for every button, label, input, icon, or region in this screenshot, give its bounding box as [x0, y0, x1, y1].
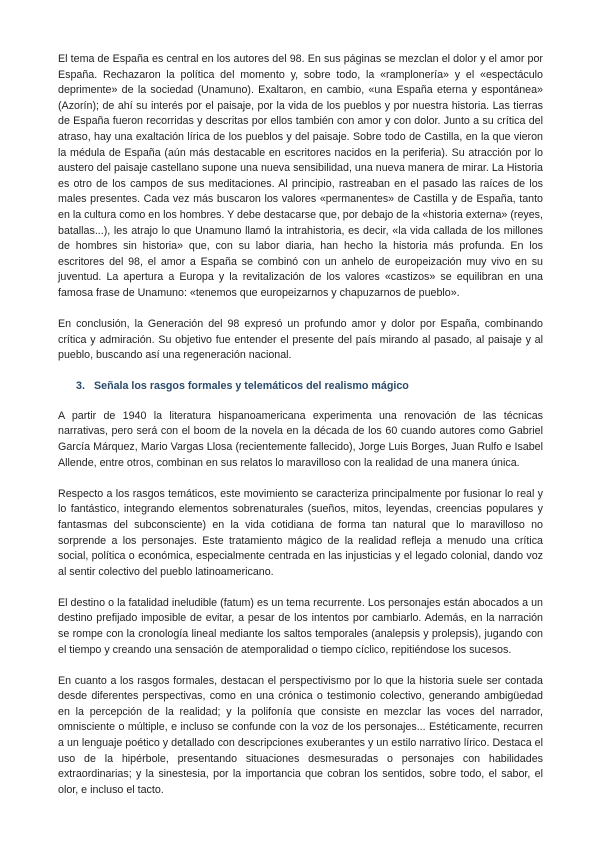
paragraph-thematic-traits: Respecto a los rasgos temáticos, este movimiento se caracteriza principalmente por fusionar lo real y lo fantástico, integrando elementos sobrenaturales (sueños, mitos, leyendas, creencias populares y fantasmas del subconsciente) en la vida cotidiana de forma tan natural que lo maravilloso no sorprende a los personajes. Este tratamiento mágico de la realidad refleja a menudo una crítica social, política o económica, especialmente centrada en las injusticias y el legado colonial, dando voz al sentir colectivo del pueblo latinoamericano.	[58, 487, 543, 578]
document-page	[58, 52, 543, 814]
section-title: Señala los rasgos formales y telemáticos del realismo mágico	[94, 380, 409, 393]
paragraph-fatum: El destino o la fatalidad ineludible (fatum) es un tema recurrente. Los personajes están abocados a un destino prefijado imposible de evitar, a pesar de los intentos por cambiarlo. Además, en la narración se rompe con la cronología lineal mediante los saltos temporales (analepsis y prolepsis), jugando con el tiempo y creando una sensación de atemporalidad o tiempo cíclico, repitiéndose los sucesos.	[58, 596, 543, 656]
section-heading	[76, 379, 543, 395]
paragraph-intro-boom: A partir de 1940 la literatura hispanoamericana experimenta una renovación de las técnicas narrativas, pero será con el boom de la novela en la década de los 60 cuando autores como Gabriel García Márquez, Mario Vargas Llosa (recientemente fallecido), Jorge Luis Borges, Juan Rulfo e Isabel Allende, entre otros, combinan en sus relatos lo maravilloso con la realidad de una manera única.	[58, 409, 543, 469]
paragraph-spain-theme: El tema de España es central en los autores del 98. En sus páginas se mezclan el dolor y el amor por España. Rechazaron la política del momento y, sobre todo, la «ramplonería» y el «espectáculo deprimente» de la sociedad (Unamuno). Exaltaron, en cambio, «una España eterna y espontánea» (Azorín); de ahí su interés por el paisaje, por la vida de los pueblos y por nuestra historia. Las tierras de España fueron recorridas y descritas por ellos también con amor y con dolor. Junto a su crítica del atraso, hay una exaltación lírica de los pueblos y del paisaje. Sobre todo de Castilla, en la que vieron la médula de España (aún más destacable en escritores nacidos en la periferia). Su atracción por lo austero del paisaje castellano supone una nueva sensibilidad, una nueva manera de mirar. La Historia es otro de los campos de sus meditaciones. Al principio, rastreaban en el pasado las raíces de los males presentes. Cada vez más buscaron los valores «permanentes» de Castilla y de España, tanto en la cultura como en los hombres. Y debe destacarse que, por debajo de la «historia externa» (reyes, batallas...), les atrajo lo que Unamuno llamó la intrahistoria, es decir, «la vida callada de los millones de hombres sin historia» que, con su labor diaria, han hecho la historia más profunda. En los escritores del 98, el amor a España se combinó con un anhelo de europeización muy vivo en su juventud. La apertura a Europa y la revitalización de los valores «castizos» se equilibran en una famosa frase de Unamuno: «tenemos que europeizarnos y chapuzarnos de pueblo».	[58, 53, 543, 299]
paragraph-formal-traits: En cuanto a los rasgos formales, destacan el perspectivismo por lo que la historia suele ser contada desde diferentes perspectivas, como en una crónica o testimonio colectivo, generando ambigüedad en la percepción de la realidad; y la polifonía que consiste en mezclar las voces del narrador, omnisciente o múltiple, e incluso se confunde con la voz de los personajes... Estéticamente, recurren a un lenguaje poético y detallado con descripciones exuberantes y un estilo narrativo lírico. Destaca el uso de la hipérbole, presentando situaciones desmesuradas o personajes con habilidades extraordinarias; y la sinestesia, por la importancia que cobran los sentidos, sobre todo, el sabor, el olor, e incluso el tacto.	[58, 674, 543, 796]
paragraph-conclusion: En conclusión, la Generación del 98 expresó un profundo amor y dolor por España, combinando crítica y admiración. Su objetivo fue entender el presente del país mirando al pasado, al paisaje y al pueblo, buscando así una regeneración nacional.	[58, 318, 543, 362]
section-number: 3.	[76, 380, 85, 393]
